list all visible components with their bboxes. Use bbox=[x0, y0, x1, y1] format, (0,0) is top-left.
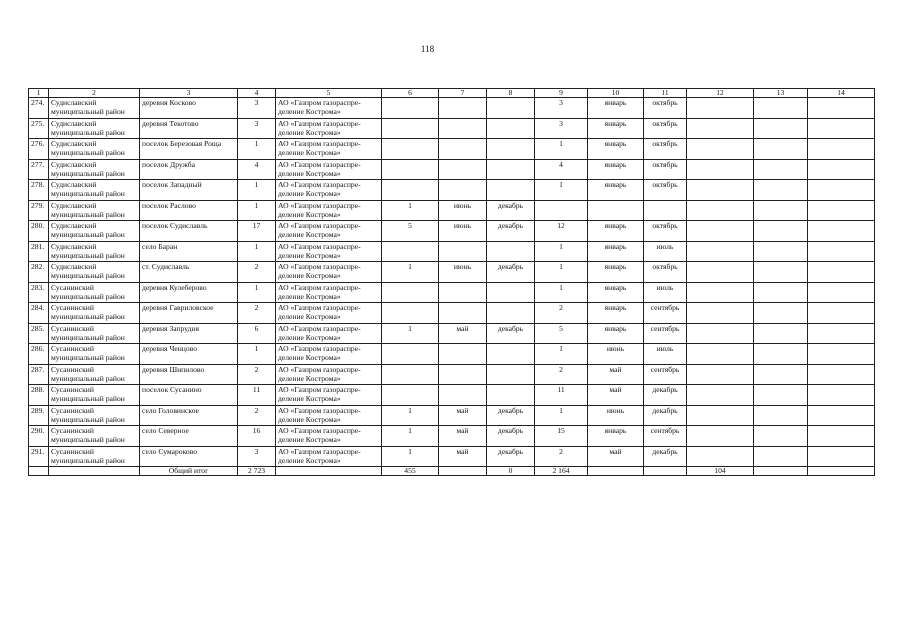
col12-cell bbox=[687, 241, 754, 262]
col13-cell bbox=[754, 159, 808, 180]
col7-cell bbox=[439, 139, 487, 160]
col8-cell: декабрь bbox=[487, 446, 535, 467]
col11-cell: октябрь bbox=[644, 118, 687, 139]
col7-cell bbox=[439, 282, 487, 303]
col14-cell bbox=[808, 180, 875, 201]
col9-cell: 1 bbox=[535, 344, 588, 365]
row-number: 283. bbox=[29, 282, 49, 303]
col13-cell bbox=[754, 405, 808, 426]
col12-cell bbox=[687, 426, 754, 447]
col7-cell: май bbox=[439, 446, 487, 467]
district-cell: Судиславский муниципальный район bbox=[49, 200, 140, 221]
col10-cell: январь bbox=[588, 118, 644, 139]
col14-cell bbox=[808, 118, 875, 139]
table-row bbox=[29, 323, 875, 344]
locality-cell: деревня Текотово bbox=[140, 118, 238, 139]
col8-cell bbox=[487, 241, 535, 262]
locality-cell: деревня Шипилово bbox=[140, 364, 238, 385]
col9-cell bbox=[535, 200, 588, 221]
col14-cell bbox=[808, 446, 875, 467]
locality-cell: деревня Кулеберово bbox=[140, 282, 238, 303]
col10-cell: январь bbox=[588, 282, 644, 303]
col4-cell: 11 bbox=[238, 385, 276, 406]
organization-cell: АО «Газпром газораспре-деление Кострома» bbox=[276, 344, 382, 365]
organization-cell: АО «Газпром газораспре-деление Кострома» bbox=[276, 364, 382, 385]
col7-cell bbox=[439, 364, 487, 385]
district-cell: Сусанинский муниципальный район bbox=[49, 385, 140, 406]
col13-cell bbox=[754, 180, 808, 201]
col14-cell bbox=[808, 262, 875, 283]
col13-cell bbox=[754, 323, 808, 344]
col6-cell: 1 bbox=[382, 446, 439, 467]
col8-cell: декабрь bbox=[487, 323, 535, 344]
organization-cell: АО «Газпром газораспре-деление Кострома» bbox=[276, 303, 382, 324]
col11-cell: декабрь bbox=[644, 385, 687, 406]
col4-cell: 6 bbox=[238, 323, 276, 344]
row-number: 280. bbox=[29, 221, 49, 242]
row-number: 285. bbox=[29, 323, 49, 344]
row-number: 284. bbox=[29, 303, 49, 324]
col6-cell: 1 bbox=[382, 323, 439, 344]
column-header: 12 bbox=[687, 89, 754, 98]
row-number: 281. bbox=[29, 241, 49, 262]
locality-cell: деревня Косково bbox=[140, 98, 238, 119]
col10-cell: январь bbox=[588, 159, 644, 180]
col13-cell bbox=[754, 221, 808, 242]
col6-cell: 5 bbox=[382, 221, 439, 242]
district-cell: Судиславский муниципальный район bbox=[49, 118, 140, 139]
col12-cell bbox=[687, 344, 754, 365]
organization-cell: АО «Газпром газораспре-деление Кострома» bbox=[276, 385, 382, 406]
col13-cell bbox=[754, 282, 808, 303]
locality-cell: ст. Судиславль bbox=[140, 262, 238, 283]
col11-cell: июль bbox=[644, 344, 687, 365]
col6-cell bbox=[382, 303, 439, 324]
district-cell: Судиславский муниципальный район bbox=[49, 139, 140, 160]
col12-cell bbox=[687, 405, 754, 426]
col10-cell: январь bbox=[588, 303, 644, 324]
row-number: 274. bbox=[29, 98, 49, 119]
district-cell: Судиславский муниципальный район bbox=[49, 241, 140, 262]
col13-cell bbox=[754, 364, 808, 385]
col6-cell bbox=[382, 282, 439, 303]
col11-cell: декабрь bbox=[644, 405, 687, 426]
col4-cell: 2 bbox=[238, 405, 276, 426]
organization-cell: АО «Газпром газораспре-деление Кострома» bbox=[276, 405, 382, 426]
locality-cell: деревня Ченцово bbox=[140, 344, 238, 365]
col6-cell bbox=[382, 344, 439, 365]
col12-cell bbox=[687, 364, 754, 385]
organization-cell: АО «Газпром газораспре-деление Кострома» bbox=[276, 241, 382, 262]
col8-cell: декабрь bbox=[487, 200, 535, 221]
col4-cell: 1 bbox=[238, 241, 276, 262]
column-header: 6 bbox=[382, 89, 439, 98]
total-col9: 2 164 bbox=[535, 467, 588, 476]
column-header: 14 bbox=[808, 89, 875, 98]
total-col8: 0 bbox=[487, 467, 535, 476]
col10-cell: январь bbox=[588, 139, 644, 160]
col6-cell bbox=[382, 385, 439, 406]
column-header: 7 bbox=[439, 89, 487, 98]
table-row bbox=[29, 98, 875, 119]
col6-cell bbox=[382, 180, 439, 201]
locality-cell: поселок Сусанино bbox=[140, 385, 238, 406]
col11-cell: октябрь bbox=[644, 262, 687, 283]
col11-cell: декабрь bbox=[644, 446, 687, 467]
row-number: 291. bbox=[29, 446, 49, 467]
col4-cell: 1 bbox=[238, 180, 276, 201]
col6-cell bbox=[382, 139, 439, 160]
col13-cell bbox=[754, 262, 808, 283]
row-number: 275. bbox=[29, 118, 49, 139]
col4-cell: 1 bbox=[238, 139, 276, 160]
col8-cell bbox=[487, 180, 535, 201]
col13-cell bbox=[754, 98, 808, 119]
col9-cell: 2 bbox=[535, 303, 588, 324]
district-cell: Сусанинский муниципальный район bbox=[49, 446, 140, 467]
col13-cell bbox=[754, 241, 808, 262]
locality-cell: село Сумароково bbox=[140, 446, 238, 467]
col8-cell bbox=[487, 139, 535, 160]
locality-cell: деревня Гавриловское bbox=[140, 303, 238, 324]
col8-cell bbox=[487, 159, 535, 180]
col7-cell bbox=[439, 344, 487, 365]
col7-cell: июнь bbox=[439, 200, 487, 221]
col10-cell: январь bbox=[588, 180, 644, 201]
col10-cell: май bbox=[588, 446, 644, 467]
col11-cell: октябрь bbox=[644, 98, 687, 119]
column-header: 9 bbox=[535, 89, 588, 98]
organization-cell: АО «Газпром газораспре-деление Кострома» bbox=[276, 446, 382, 467]
col4-cell: 4 bbox=[238, 159, 276, 180]
col9-cell: 1 bbox=[535, 262, 588, 283]
table-row bbox=[29, 426, 875, 447]
col14-cell bbox=[808, 303, 875, 324]
col12-cell bbox=[687, 303, 754, 324]
col13-cell bbox=[754, 303, 808, 324]
row-number: 288. bbox=[29, 385, 49, 406]
row-number: 278. bbox=[29, 180, 49, 201]
row-number: 277. bbox=[29, 159, 49, 180]
col6-cell bbox=[382, 98, 439, 119]
col6-cell: 1 bbox=[382, 405, 439, 426]
district-cell: Сусанинский муниципальный район bbox=[49, 344, 140, 365]
column-header: 11 bbox=[644, 89, 687, 98]
district-cell: Судиславский муниципальный район bbox=[49, 221, 140, 242]
table-row bbox=[29, 282, 875, 303]
table-row bbox=[29, 241, 875, 262]
col9-cell: 1 bbox=[535, 405, 588, 426]
col13-cell bbox=[754, 426, 808, 447]
col9-cell: 2 bbox=[535, 446, 588, 467]
locality-cell: поселок Дружба bbox=[140, 159, 238, 180]
total-row bbox=[29, 467, 875, 476]
locality-cell: поселок Березовая Роща bbox=[140, 139, 238, 160]
col8-cell: декабрь bbox=[487, 221, 535, 242]
col7-cell bbox=[439, 118, 487, 139]
organization-cell: АО «Газпром газораспре-деление Кострома» bbox=[276, 98, 382, 119]
col12-cell bbox=[687, 446, 754, 467]
district-cell: Судиславский муниципальный район bbox=[49, 98, 140, 119]
col7-cell: май bbox=[439, 426, 487, 447]
col12-cell bbox=[687, 180, 754, 201]
col10-cell: январь bbox=[588, 323, 644, 344]
locality-cell: деревня Запрудня bbox=[140, 323, 238, 344]
col10-cell: май bbox=[588, 385, 644, 406]
column-header: 3 bbox=[140, 89, 238, 98]
col4-cell: 1 bbox=[238, 200, 276, 221]
table-row bbox=[29, 446, 875, 467]
col4-cell: 1 bbox=[238, 282, 276, 303]
total-col6: 455 bbox=[382, 467, 439, 476]
col13-cell bbox=[754, 446, 808, 467]
row-number: 286. bbox=[29, 344, 49, 365]
col14-cell bbox=[808, 405, 875, 426]
organization-cell: АО «Газпром газораспре-деление Кострома» bbox=[276, 118, 382, 139]
col13-cell bbox=[754, 139, 808, 160]
col9-cell: 1 bbox=[535, 139, 588, 160]
table-row bbox=[29, 221, 875, 242]
col14-cell bbox=[808, 426, 875, 447]
col4-cell: 17 bbox=[238, 221, 276, 242]
col4-cell: 2 bbox=[238, 303, 276, 324]
table-row bbox=[29, 364, 875, 385]
col6-cell bbox=[382, 364, 439, 385]
locality-cell: село Головинское bbox=[140, 405, 238, 426]
organization-cell: АО «Газпром газораспре-деление Кострома» bbox=[276, 200, 382, 221]
col13-cell bbox=[754, 200, 808, 221]
district-cell: Судиславский муниципальный район bbox=[49, 159, 140, 180]
col11-cell: сентябрь bbox=[644, 426, 687, 447]
col9-cell: 12 bbox=[535, 221, 588, 242]
col11-cell: сентябрь bbox=[644, 303, 687, 324]
col12-cell bbox=[687, 139, 754, 160]
organization-cell: АО «Газпром газораспре-деление Кострома» bbox=[276, 221, 382, 242]
col14-cell bbox=[808, 344, 875, 365]
col4-cell: 3 bbox=[238, 118, 276, 139]
col7-cell: май bbox=[439, 405, 487, 426]
col6-cell bbox=[382, 241, 439, 262]
col7-cell bbox=[439, 241, 487, 262]
district-cell: Сусанинский муниципальный район bbox=[49, 303, 140, 324]
organization-cell: АО «Газпром газораспре-деление Кострома» bbox=[276, 180, 382, 201]
table-row bbox=[29, 405, 875, 426]
col6-cell: 1 bbox=[382, 426, 439, 447]
col4-cell: 3 bbox=[238, 98, 276, 119]
organization-cell: АО «Газпром газораспре-деление Кострома» bbox=[276, 426, 382, 447]
col11-cell: сентябрь bbox=[644, 364, 687, 385]
col9-cell: 3 bbox=[535, 98, 588, 119]
table-row bbox=[29, 118, 875, 139]
col8-cell: декабрь bbox=[487, 405, 535, 426]
col8-cell bbox=[487, 344, 535, 365]
locality-cell: село Северное bbox=[140, 426, 238, 447]
district-cell: Сусанинский муниципальный район bbox=[49, 364, 140, 385]
column-header: 2 bbox=[49, 89, 140, 98]
col7-cell: май bbox=[439, 323, 487, 344]
column-header: 1 bbox=[29, 89, 49, 98]
row-number: 287. bbox=[29, 364, 49, 385]
col14-cell bbox=[808, 385, 875, 406]
col14-cell bbox=[808, 98, 875, 119]
col6-cell bbox=[382, 159, 439, 180]
column-header: 13 bbox=[754, 89, 808, 98]
table-row bbox=[29, 303, 875, 324]
col10-cell: январь bbox=[588, 221, 644, 242]
table-row bbox=[29, 344, 875, 365]
col9-cell: 2 bbox=[535, 364, 588, 385]
row-number: 282. bbox=[29, 262, 49, 283]
col12-cell bbox=[687, 221, 754, 242]
col4-cell: 3 bbox=[238, 446, 276, 467]
col14-cell bbox=[808, 139, 875, 160]
col8-cell bbox=[487, 364, 535, 385]
col8-cell: декабрь bbox=[487, 262, 535, 283]
col10-cell: июнь bbox=[588, 405, 644, 426]
column-header: 8 bbox=[487, 89, 535, 98]
col4-cell: 2 bbox=[238, 262, 276, 283]
col6-cell: 1 bbox=[382, 200, 439, 221]
col14-cell bbox=[808, 200, 875, 221]
col13-cell bbox=[754, 344, 808, 365]
col13-cell bbox=[754, 118, 808, 139]
col12-cell bbox=[687, 282, 754, 303]
row-number: 289. bbox=[29, 405, 49, 426]
col6-cell: 1 bbox=[382, 262, 439, 283]
col11-cell: июль bbox=[644, 282, 687, 303]
district-cell: Сусанинский муниципальный район bbox=[49, 426, 140, 447]
page-number: 118 bbox=[420, 44, 435, 54]
column-header: 10 bbox=[588, 89, 644, 98]
organization-cell: АО «Газпром газораспре-деление Кострома» bbox=[276, 139, 382, 160]
total-col12: 104 bbox=[687, 467, 754, 476]
col9-cell: 5 bbox=[535, 323, 588, 344]
col14-cell bbox=[808, 364, 875, 385]
district-cell: Судиславский муниципальный район bbox=[49, 262, 140, 283]
col6-cell bbox=[382, 118, 439, 139]
district-cell: Сусанинский муниципальный район bbox=[49, 282, 140, 303]
district-cell: Судиславский муниципальный район bbox=[49, 180, 140, 201]
locality-cell: поселок Раслово bbox=[140, 200, 238, 221]
col11-cell bbox=[644, 200, 687, 221]
col8-cell bbox=[487, 98, 535, 119]
locality-cell: поселок Судиславль bbox=[140, 221, 238, 242]
col12-cell bbox=[687, 159, 754, 180]
col8-cell: декабрь bbox=[487, 426, 535, 447]
col8-cell bbox=[487, 303, 535, 324]
table-row bbox=[29, 180, 875, 201]
gasification-table bbox=[28, 88, 875, 476]
col8-cell bbox=[487, 118, 535, 139]
col7-cell bbox=[439, 180, 487, 201]
col9-cell: 4 bbox=[535, 159, 588, 180]
col11-cell: октябрь bbox=[644, 159, 687, 180]
col14-cell bbox=[808, 282, 875, 303]
col10-cell: январь bbox=[588, 241, 644, 262]
col14-cell bbox=[808, 159, 875, 180]
row-number: 290. bbox=[29, 426, 49, 447]
col7-cell bbox=[439, 98, 487, 119]
col10-cell: январь bbox=[588, 426, 644, 447]
col14-cell bbox=[808, 323, 875, 344]
col12-cell bbox=[687, 200, 754, 221]
col9-cell: 1 bbox=[535, 282, 588, 303]
table-row bbox=[29, 200, 875, 221]
locality-cell: поселок Западный bbox=[140, 180, 238, 201]
organization-cell: АО «Газпром газораспре-деление Кострома» bbox=[276, 282, 382, 303]
col10-cell: январь bbox=[588, 98, 644, 119]
col12-cell bbox=[687, 385, 754, 406]
col7-cell: июнь bbox=[439, 262, 487, 283]
row-number: 276. bbox=[29, 139, 49, 160]
col12-cell bbox=[687, 262, 754, 283]
col7-cell bbox=[439, 385, 487, 406]
col9-cell: 3 bbox=[535, 118, 588, 139]
col12-cell bbox=[687, 98, 754, 119]
organization-cell: АО «Газпром газораспре-деление Кострома» bbox=[276, 323, 382, 344]
col8-cell bbox=[487, 282, 535, 303]
col14-cell bbox=[808, 221, 875, 242]
col11-cell: июль bbox=[644, 241, 687, 262]
col4-cell: 16 bbox=[238, 426, 276, 447]
col12-cell bbox=[687, 323, 754, 344]
col7-cell bbox=[439, 303, 487, 324]
locality-cell: село Баран bbox=[140, 241, 238, 262]
col4-cell: 1 bbox=[238, 344, 276, 365]
col11-cell: октябрь bbox=[644, 221, 687, 242]
col10-cell: май bbox=[588, 364, 644, 385]
district-cell: Сусанинский муниципальный район bbox=[49, 405, 140, 426]
column-number-row bbox=[29, 89, 875, 98]
col8-cell bbox=[487, 385, 535, 406]
table-row bbox=[29, 139, 875, 160]
col12-cell bbox=[687, 118, 754, 139]
col10-cell: июнь bbox=[588, 344, 644, 365]
col11-cell: октябрь bbox=[644, 180, 687, 201]
column-header: 4 bbox=[238, 89, 276, 98]
table-row bbox=[29, 159, 875, 180]
organization-cell: АО «Газпром газораспре-деление Кострома» bbox=[276, 262, 382, 283]
table-row bbox=[29, 262, 875, 283]
organization-cell: АО «Газпром газораспре-деление Кострома» bbox=[276, 159, 382, 180]
col7-cell bbox=[439, 159, 487, 180]
total-col4: 2 723 bbox=[238, 467, 276, 476]
col9-cell: 15 bbox=[535, 426, 588, 447]
col4-cell: 2 bbox=[238, 364, 276, 385]
table-row bbox=[29, 385, 875, 406]
district-cell: Сусанинский муниципальный район bbox=[49, 323, 140, 344]
col9-cell: 1 bbox=[535, 180, 588, 201]
col14-cell bbox=[808, 241, 875, 262]
col10-cell: январь bbox=[588, 262, 644, 283]
col13-cell bbox=[754, 385, 808, 406]
col9-cell: 1 bbox=[535, 241, 588, 262]
column-header: 5 bbox=[276, 89, 382, 98]
col11-cell: октябрь bbox=[644, 139, 687, 160]
col9-cell: 11 bbox=[535, 385, 588, 406]
col10-cell bbox=[588, 200, 644, 221]
row-number: 279. bbox=[29, 200, 49, 221]
total-label: Общий итог bbox=[140, 467, 238, 476]
col7-cell: июнь bbox=[439, 221, 487, 242]
col11-cell: сентябрь bbox=[644, 323, 687, 344]
